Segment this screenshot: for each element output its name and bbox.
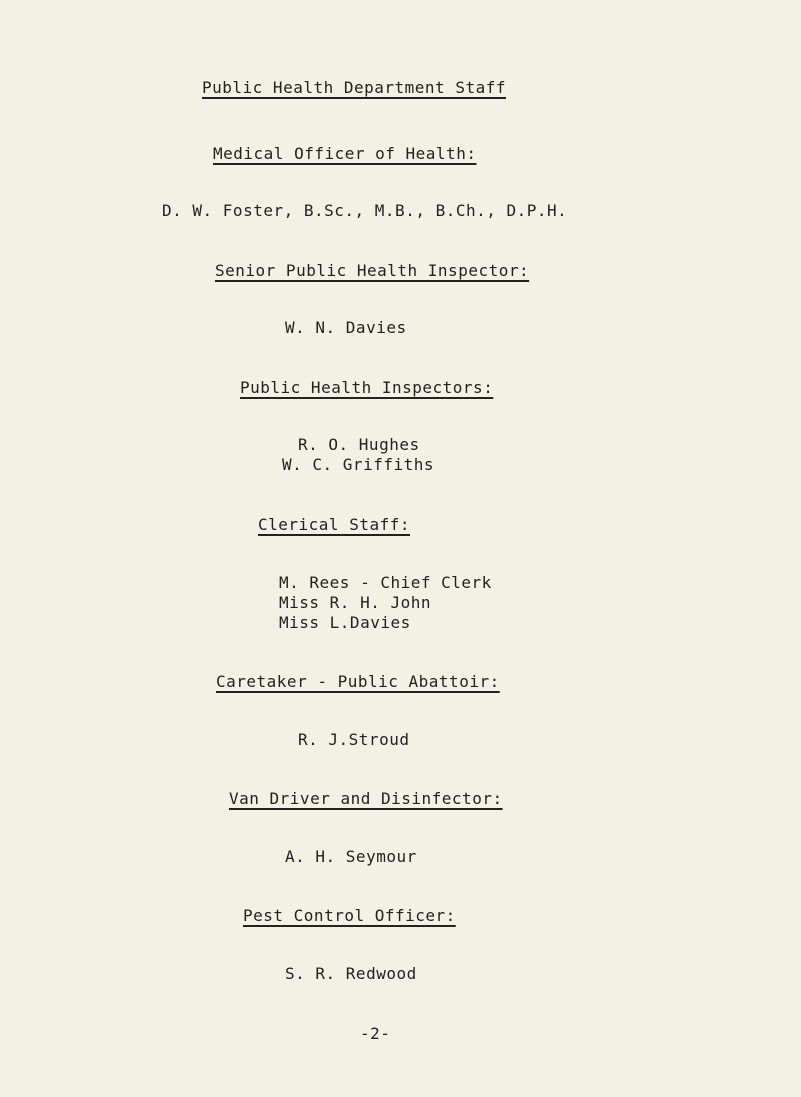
section-heading-inspectors: Public Health Inspectors: — [240, 378, 494, 397]
entry-inspector-1: R. O. Hughes — [298, 435, 420, 454]
entry-clerical-2: Miss R. H. John — [279, 593, 431, 612]
section-heading-medical-officer: Medical Officer of Health: — [213, 144, 477, 163]
entry-pest-control: S. R. Redwood — [285, 964, 417, 983]
section-heading-pest-control: Pest Control Officer: — [243, 906, 456, 925]
entry-caretaker: R. J.Stroud — [298, 730, 410, 749]
section-heading-senior-inspector: Senior Public Health Inspector: — [215, 261, 530, 280]
entry-clerical-3: Miss L.Davies — [279, 613, 411, 632]
section-heading-clerical: Clerical Staff: — [258, 515, 410, 534]
page-title: Public Health Department Staff — [202, 78, 506, 97]
entry-clerical-1: M. Rees - Chief Clerk — [279, 573, 492, 592]
entry-inspector-2: W. C. Griffiths — [282, 455, 434, 474]
entry-van-driver: A. H. Seymour — [285, 847, 417, 866]
section-heading-caretaker: Caretaker - Public Abattoir: — [216, 672, 500, 691]
page-number: -2- — [360, 1024, 391, 1043]
section-heading-van-driver: Van Driver and Disinfector: — [229, 789, 503, 808]
entry-medical-officer: D. W. Foster, B.Sc., M.B., B.Ch., D.P.H. — [162, 201, 568, 220]
entry-senior-inspector: W. N. Davies — [285, 318, 407, 337]
